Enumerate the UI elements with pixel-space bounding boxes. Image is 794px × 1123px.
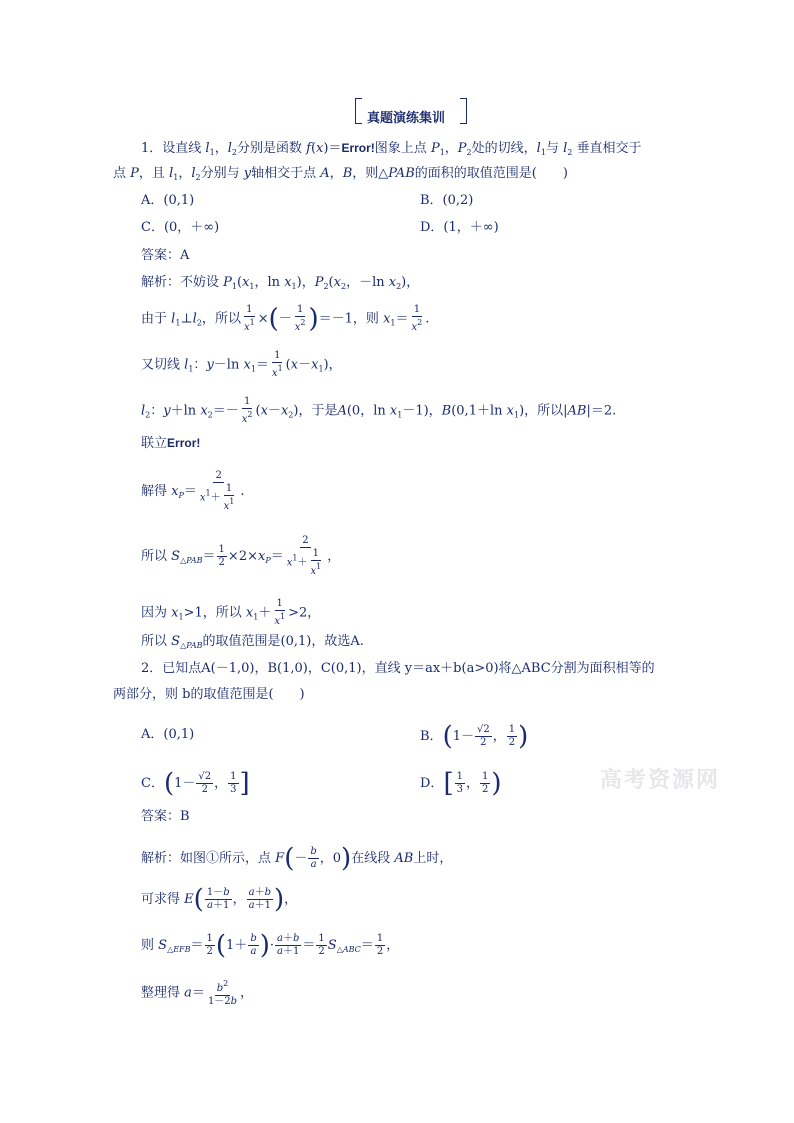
q1-solution-l3: 又切线 $l_1$：y－ln $x_1=$ $\frac{1}{x^1}$ $(x-x_1)$，: [141, 350, 342, 379]
q1-option-a: A．(0,1): [141, 193, 195, 208]
q2-option-a: A．(0,1): [141, 727, 195, 742]
q1-solution-l1: 解析：不妨设 $P_1(x_1$，$\ln x_1$)，$P_2(x_2$，－ln $x_2$)，: [141, 275, 420, 291]
q1-option-c: C．(0，＋∞): [141, 220, 220, 235]
q2-solution-l1: 解析：如图①所示，点 F(－ $\frac{b}{a}$ ，0)在线段 AB上时，: [141, 843, 453, 874]
watermark: 高考资源网: [600, 767, 721, 793]
q2-solution-l2: 可求得 E( $\frac{1-b}{a+1}$ ， $\frac{a+b}{a+1}$ )，: [141, 884, 298, 915]
q2-solution-l3: 则 $S_{\triangle EFB}=$ $\frac{1}{2}$ (1＋ $\frac{b}{a}$ )· $\frac{a+b}{a+1}$ ＝ $\frac{1}{2}$ $S_{\triangle ABC}=$ $\frac{1}{2}$ ，: [141, 930, 400, 961]
q2-option-c: C．(1－ $\frac{√2}{2}$ ， $\frac{1}{3}$ ]: [141, 768, 250, 799]
q1-answer: 答案：A: [141, 248, 190, 263]
right-bracket: [460, 98, 467, 124]
q2-answer: 答案：B: [141, 809, 190, 824]
q1-option-d: D．(1，＋∞): [420, 220, 499, 235]
q1-stem-line2: 点 P，且 $l_1$，$l_2$分别与 y轴相交于点 A，B，则△PAB的面积的取值范围是( ): [113, 166, 568, 182]
section-title-text: 真题演练集训: [367, 111, 446, 126]
q2-option-b: B．(1－ $\frac{√2}{2}$ ， $\frac{1}{2}$ ): [420, 721, 529, 752]
q1-solution-l2: 由于 $l_1\perp l_2$，所以 $\frac{1}{x^1}$ ×(－ $\frac{1}{x^2}$ )＝－1，则 $x_1=$ $\frac{1}{x^2}$ .: [141, 304, 430, 334]
q1-solution-l9: 所以 $S_{\triangle PAB}$的取值范围是(0,1)，故选A.: [141, 634, 364, 650]
q2-solution-l4: 整理得 a＝ $\frac{b^2}{1-2b}$ ，: [141, 979, 254, 1007]
q1-solution-l5: 联立Error!: [141, 436, 201, 451]
q2-stem-line2: 两部分，则 b的取值范围是( ): [113, 687, 305, 702]
left-bracket: [355, 98, 362, 124]
q1-stem-line1: 1．设直线 $l_1$，$l_2$分别是函数 f(x)＝Error!图象上点 $P_1$，$P_2$处的切线，$l_1$与 $l_2$ 垂直相交于: [141, 141, 642, 157]
q1-option-b: B．(0,2): [420, 193, 474, 208]
section-title: [355, 98, 467, 128]
q1-solution-l8: 因为 $x_1>1$，所以 $x_1+$ $\frac{1}{x^1}$ >2，: [141, 598, 321, 627]
q1-solution-l4: $l_2$：y＋ln $x_2=-$ $\frac{1}{x^2}$ $(x-x_2)$，于是A(0，$\ln x_1-1$)，B(0,1＋ln $x_1$)，所以|AB|＝2.: [141, 396, 617, 425]
q2-option-d: D．[ $\frac{1}{3}$ ， $\frac{1}{2}$ ): [420, 768, 502, 799]
q1-solution-l6: 解得 $x_P=$ 2 $x^1+$ $\frac{1}{x^1}$ .: [141, 470, 245, 512]
q2-stem-line1: 2．已知点A(－1,0)，B(1,0)，C(0,1)，直线 y＝ax＋b(a>0)将△ABC分割为面积相等的: [141, 661, 655, 676]
q1-solution-l7: 所以 $S_{\triangle PAB}=$ $\frac{1}{2}$ $\times 2\times x_P=$ 2 $x^1+$ $\frac{1}{x^1}$ ，: [141, 535, 341, 577]
